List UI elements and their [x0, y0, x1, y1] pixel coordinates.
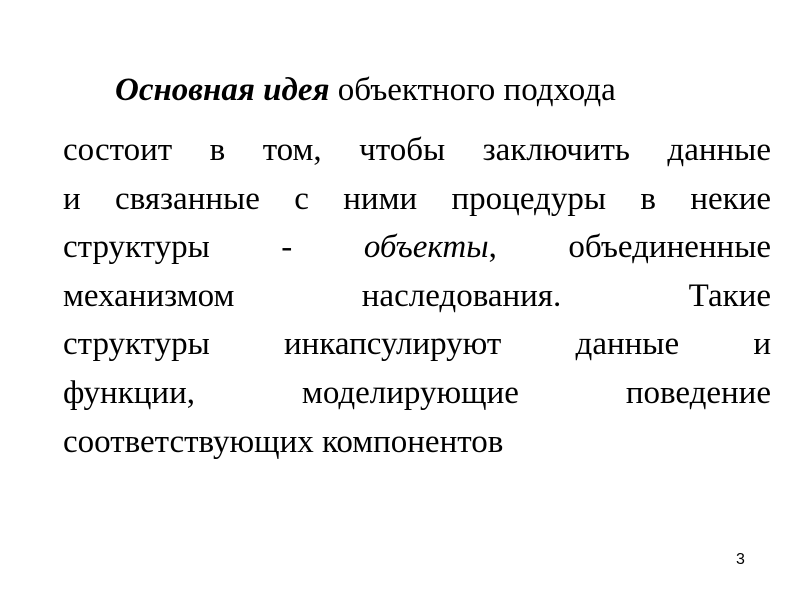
body-line-part: структуры - — [63, 229, 293, 266]
title-rest: объектного подхода — [337, 72, 616, 108]
body-line: структуры инкапсулируют данные и — [63, 326, 771, 363]
body-text — [63, 126, 771, 466]
italic-term: объекты — [363, 229, 489, 266]
title-emphasis: Основная идея — [115, 72, 330, 108]
slide-title — [115, 66, 775, 114]
body-line — [63, 223, 771, 272]
body-line: функции, моделирующие поведение — [63, 374, 771, 411]
page-number: 3 — [736, 551, 745, 568]
body-line: и связанные с ними процедуры в некие — [63, 180, 771, 217]
body-line-part: , объединенные — [488, 229, 772, 266]
body-line: механизмом наследования. Такие — [63, 277, 771, 314]
body-line: соответствующих компонентов — [63, 423, 504, 460]
body-line: состоит в том, чтобы заключить данные — [63, 132, 771, 168]
